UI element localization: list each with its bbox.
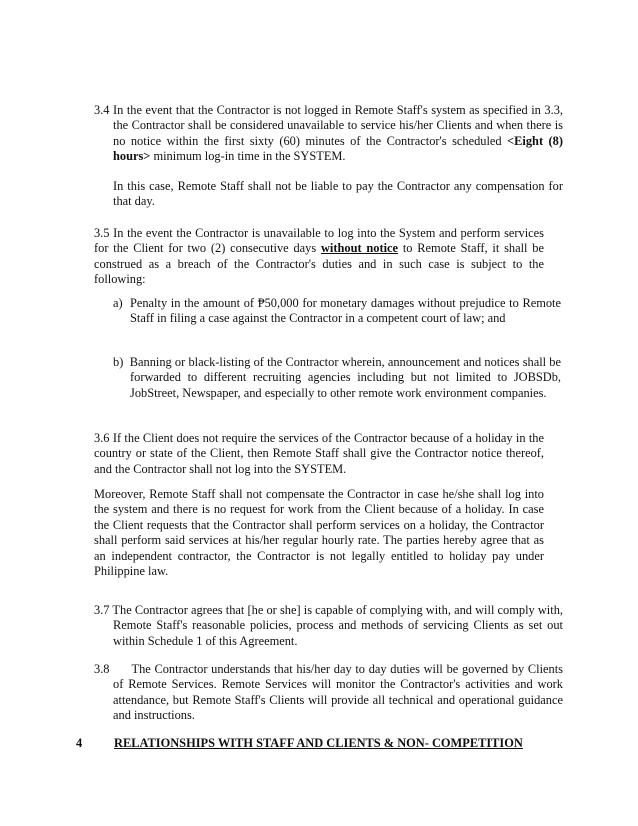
clause-3-6 <box>94 431 544 477</box>
clause-text: In the event the Contractor is unavailable to log into the System and perform services for the Client for two (2) consecutive days <box>94 226 544 256</box>
clause-text: The Contractor understands that his/her day to day duties will be governed by Clients of Remote Services. Remote Services will monitor the Contractor's activities and work attendance, but Remote Staff's Clients will provide all technical and operational guidance and instructions. <box>109 662 567 723</box>
list-text: Banning or black-listing of the Contractor wherein, announcement and notices shall be forwarded to different recruiting agencies including but not limited to JOBSDb, JobStreet, Newspaper, and especially to other remote work environment companies. <box>129 355 561 400</box>
clause-3-7 <box>94 603 563 649</box>
clause-3-4-note <box>94 179 563 210</box>
section-number: 4 <box>76 736 83 750</box>
clause-text: If the Client does not require the services of the Contractor because of a holiday in the country or state of the Client, then Remote Staff shall give the Contractor notice thereof, and the Contractor shall not log into the SYSTEM. <box>94 431 544 476</box>
clause-number: 3.7 <box>94 603 110 617</box>
clause-3-8 <box>94 662 567 724</box>
without-notice-emphasis: without notice <box>320 241 399 256</box>
clause-3-4 <box>94 103 563 165</box>
list-item-b <box>113 355 561 401</box>
list-item-a <box>113 296 561 327</box>
list-marker: a) <box>113 296 123 310</box>
moreover-text: Moreover, Remote Staff shall not compensate the Contractor in case he/she shall log into the system and there is no request for work from the Client because of a holiday. In case the Client requests that the Contractor shall perform services on a holiday, the Contractor shall perform said services at his/her regular hourly rate. The parties hereby agree that as an independent contractor, the Contractor is not legally entitled to holiday pay under Philippine law. <box>94 487 544 579</box>
list-text: Penalty in the amount of ₱50,000 for monetary damages without prejudice to Remote Staff in filing a case against the Contractor in a competent court of law; and <box>129 296 561 326</box>
clause-3-5 <box>94 226 544 288</box>
clause-number: 3.4 <box>94 103 110 117</box>
clause-text: In the event that the Contractor is not logged in Remote Staff's system as specified in 3.3, the Contractor shall be considered unavailable to service his/her Clients and when there is no notice within the first sixty (60) minutes of the Contractor's scheduled <box>109 103 563 148</box>
clause-text-end: to Remote Staff, it shall be construed as a breach of the Contractor's duties and in such case is subject to the following: <box>94 241 544 287</box>
bold-hours: <Eight (8) hours> <box>113 133 563 164</box>
note-text: In this case, Remote Staff shall not be liable to pay the Contractor any compensation for that day. <box>113 179 563 209</box>
section-title: RELATIONSHIPS WITH STAFF AND CLIENTS & NON- COMPETITION <box>114 736 523 750</box>
clause-number: 3.8 <box>94 662 110 676</box>
clause-text: The Contractor agrees that [he or she] is capable of complying with, and will comply with, Remote Staff's reasonable policies, process and methods of servicing Clients as set out within Schedule 1 of this Agreement. <box>109 603 563 648</box>
clause-text-end: minimum log-in time in the SYSTEM. <box>150 149 346 164</box>
clause-3-6-moreover <box>94 487 544 579</box>
clause-number: 3.6 <box>94 431 110 445</box>
clause-number: 3.5 <box>94 226 110 240</box>
list-marker: b) <box>113 355 124 369</box>
